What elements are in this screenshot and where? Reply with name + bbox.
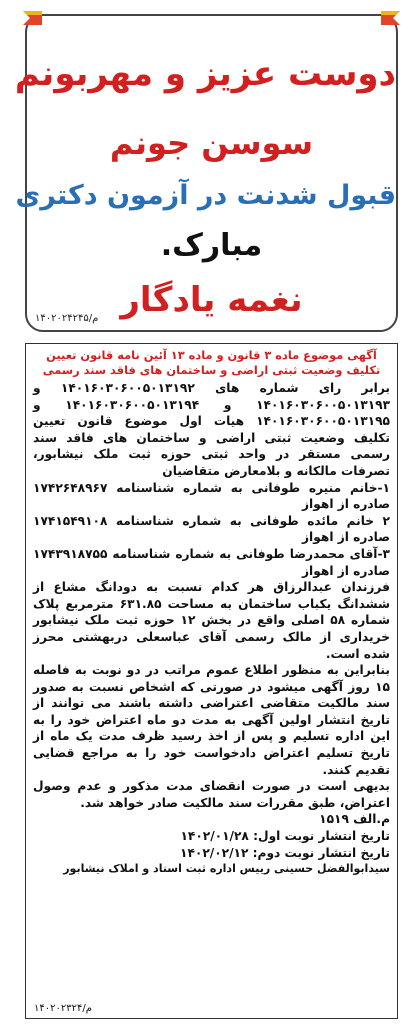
notice-paragraph: بنابراین به منظور اطلاع عموم مراتب در دو نوبت به فاصله ۱۵ روز آگهی میشود در صورتی که اشخاص نسبت به صدور سند مالکیت متقاضی اعتراضی داشته باشند می توانند از تاریخ انتشار اولین آگهی به مدت دو ماه اعتراض خود را به این اداره تسلیم و پس از اخذ رسید ظرف مدت یک ماه از تاریخ تسلیم اعتراض دادخواست خود را به مراجع قضایی تقدیم کنند. — [33, 663, 390, 777]
notice-signature: سیدابوالفضل حسینی رییس اداره ثبت اسناد و املاک نیشابور — [63, 862, 390, 876]
notice-paragraph: فرزندان عبدالرزاق هر کدام نسبت به دودانگ مشاع از ششدانگ یکباب ساختمان به مساحت ۶۳۱.۸۵ مترمربع پلاک شماره ۵۸ اصلی واقع در بخش ۱۲ حوزه ثبت ملک نیشابور خریداری از مالک رسمی آقای عباسعلی دربهشتی محرز شده است. — [33, 580, 390, 661]
publish-date-first: تاریخ انتشار نوبت اول: ۱۴۰۲/۰۱/۲۸ — [180, 829, 390, 844]
flag-ornament-icon — [19, 8, 45, 34]
flag-ornament-icon — [378, 8, 404, 34]
notice-paragraph: ۳-آقای محمدرضا طوفانی به شماره شناسنامه ۱۷۴۳۹۱۸۷۵۵ صادره از اهواز — [33, 546, 390, 578]
congratulation-ad-box — [14, 14, 398, 332]
congrats-wish: مبارک. — [160, 228, 263, 263]
notice-paragraph: ۱-خانم منیره طوفانی به شماره شناسنامه ۱۷۴۲۶۴۸۹۶۷ صادره از اهواز — [33, 480, 390, 512]
notice-body — [33, 380, 390, 828]
congrats-headline: دوست عزیز و مهربونم — [14, 54, 396, 94]
publish-date-second: تاریخ انتشار نوبت دوم: ۱۴۰۲/۰۲/۱۲ — [180, 845, 390, 860]
notice-paragraph: بدیهی است در صورت انقضای مدت مذکور و عدم وصول اعتراض، طبق مقررات سند مالکیت صادر خواهد شد. — [33, 779, 390, 810]
ad-code: م/۱۴۰۲۰۲۴۲۴۵ — [35, 313, 99, 324]
congrats-sender-name: نغمه یادگار — [120, 280, 303, 320]
notice-paragraph: برابر رای شماره های ۱۴۰۱۶۰۳۰۶۰۰۵۰۱۳۱۹۲ و ۱۴۰۱۶۰۳۰۶۰۰۵۰۱۳۱۹۳ و ۱۴۰۱۶۰۳۰۶۰۰۵۰۱۳۱۹۴ و ۱۴۰۱۶۰۳۰۶۰۰۵۰۱۳۱۹۵ هیات اول موضوع قانون تعیین تکلیف وضعیت ثبتی اراضی و ساختمان های فاقد سند رسمی مستقر در واحد ثبتی حوزه ثبت ملک نیشابور، تصرفات مالکانه و بلامعارض متقاضیان — [33, 381, 391, 478]
congrats-reason: قبول شدنت در آزمون دکتری — [15, 180, 396, 211]
congrats-recipient-name: سوسن جونم — [109, 124, 314, 162]
notice-code: م/۱۴۰۲۰۲۳۲۴ — [34, 1003, 92, 1014]
notice-title: آگهی موضوع ماده ۳ قانون و ماده ۱۳ آئین نامه قانون تعیین تکلیف وضعیت ثبتی اراضی و ساختمان های فاقد سند رسمی — [42, 348, 381, 377]
legal-notice-box — [25, 343, 398, 1019]
notice-paragraph: ۲ خانم مائده طوفانی به شماره شناسنامه ۱۷۴۱۵۴۹۱۰۸ صادره از اهواز — [33, 513, 390, 545]
notice-paragraph: م.الف ۱۵۱۹ — [319, 812, 390, 827]
